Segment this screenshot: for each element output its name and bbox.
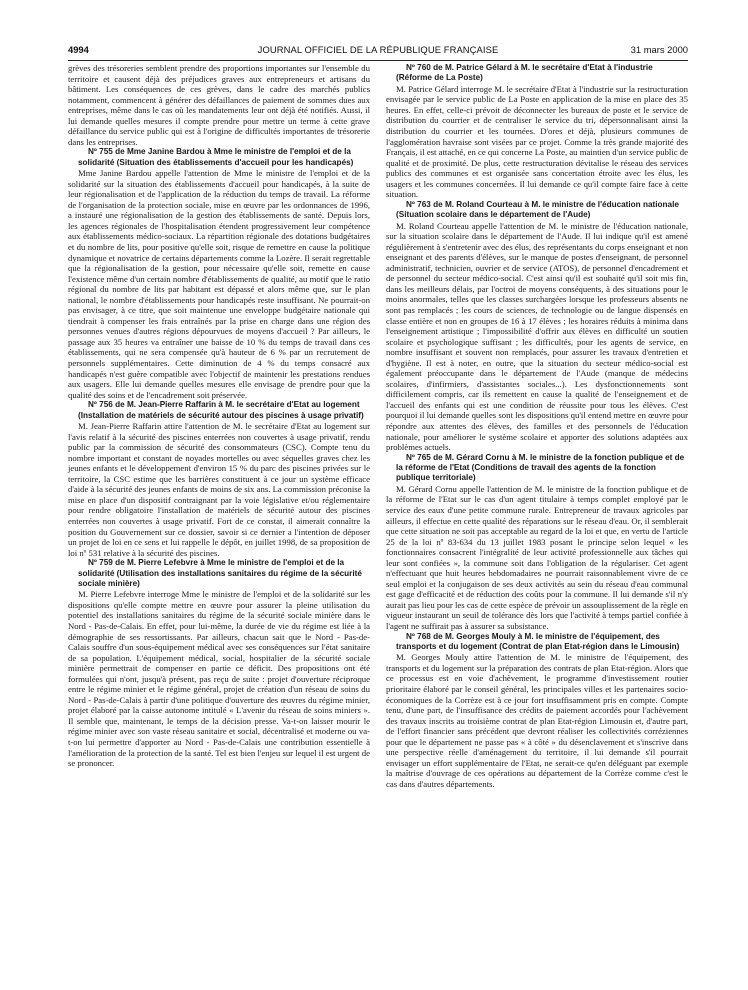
question-body: M. Gérard Cornu appelle l'attention de M. le ministre de la fonction publique et de la réforme de l'Etat sur le cas d'un agent titulaire à temps complet employé par le service des eaux d'une petite commune rurale. Entrepreneur de travaux agricoles par ailleurs, il effectue en cette qualité des réparations sur le réseau d'eau. Or, il semblerait que cette situation ne soit pas acceptable au regard de la loi et que, en vertu de l'article 25 de la loi nº 83-634 du 13 juillet 1983 posant le principe selon lequel « les fonctionnaires consacrent l'intégralité de leur activité professionnelle aux tâches qui leur sont confiées », la commune soit dans l'obligation de la régulariser. Cet agent n'effectuant que huit heures hebdomadaires ne pourrait raisonnablement vivre de ce seul emploi et la conjugaison de ses deux activités au sein du réseau d'eau communal est gage d'efficacité et de réduction des coûts pour la commune. Il lui demande s'il n'y aurait pas lieu pour les cas de cette espèce de prévoir un assouplissement de la règle en vigueur instaurant un seuil de tolérance dès lors que l'activité à temps partiel confiée à l'agent ne suffirait pas à assurer sa subsistance. xyxy=(386,483,689,631)
question-body: Mme Janine Bardou appelle l'attention de Mme le ministre de l'emploi et de la solidarité sur la situation des établissements d'accueil pour handicapés, à la suite de leur régionalisation et de l'application de la réduction du temps de travail. La réforme de l'organisation de la protection sociale, mise en œuvre par les ordonnances de 1996, a instauré une régionalisation de la gestion des établissements de santé. Depuis lors, les agences régionales de l'hospitalisation étendent progressivement leur compétence aux établissements médico-sociaux. La répartition régionale des dotations budgétaires et du nombre de lits, pour positive qu'elle soit, risque de remettre en cause la politique dynamique et novatrice de certains départements comme la Lozère. Il serait regrettable que la régionalisation de la gestion, pour nécessaire qu'elle soit, remette en cause l'existence même d'un certain nombre d'établissements de qualité, au motif que le ratio régional du nombre de lits par habitant est dépassé et alors même que, sur le plan national, le nombre d'établissements pour handicapés reste insuffisant. Ne pourrait-on pas envisager, à ce titre, que soit maintenue une enveloppe budgétaire nationale qui tiendrait à compenser les frais entraînés par la prise en charge dans une région des personnes venues d'autres régions dépourvues de moyens d'accueil ? Par ailleurs, le passage aux 35 heures va entraîner une baisse de 10 % du temps de travail dans ces établissements, qui ne sera compensée qu'à hauteur de 6 % par un recrutement de personnels supplémentaires. Cette diminution de 4 % du temps consacré aux handicapés n'est guère compatible avec l'objectif de maintenir les prestations rendues aux usagers. Elle lui demande quelles mesures elle envisage de prendre pour que la qualité des soins et de l'encadrement soit préservée. xyxy=(68,168,370,400)
two-column-body xyxy=(68,63,688,789)
question-body: M. Roland Courteau appelle l'attention de M. le ministre de l'éducation nationale, sur la situation scolaire dans le département de l'Aude. Il lui indique qu'il est amené régulièrement à s'entretenir avec des élus, des représentants du corps enseignant et non enseignant et des parents d'élèves, sur le manque de postes d'enseignant, de personnel administratif, technicien, ouvrier et de service (ATOS), de personnel d'encadrement et de personnel du secteur médico-social. C'est ainsi qu'il est souhaité qu'il soit mis fin, dans les meilleurs délais, par l'octroi de moyens conséquents, à des situations pour le moins anormales, telles que les classes surchargées lorsque les professeurs absents ne sont pas remplacés ; les cours de sciences, de technologie ou de langue dispensés en classe entière et non en groupes de 16 à 17 élèves ; les horaires réduits à minima dans l'enseignement artistique ; l'impossibilité d'offrir aux élèves en difficulté un soutien scolaire et psychologique suffisant ; les difficultés, pour les agents de service, en nombre insuffisant et souvent non remplacés, pour assurer les travaux d'entretien et d'hygiène. Il est à noter, en outre, que la situation du secteur médico-social est également préoccupante dans le département de l'Aude (manque de médecins scolaires, d'infirmiers, d'assistantes sociales...). Les dysfonctionnements sont difficilement compris, car ils remettent en cause la qualité de l'enseignement et de l'accueil des enfants qui est une condition de réussite pour tous les élèves. C'est pourquoi il lui demande quelles sont les dispositions qu'il entend mettre en œuvre pour répondre aux attentes des élèves, des familles et des personnels de l'éducation nationale, pour améliorer le système scolaire et apporter des solutions adaptées aux problèmes actuels. xyxy=(386,220,688,453)
journal-title: JOURNAL OFFICIEL DE LA RÉPUBLIQUE FRANÇAISE xyxy=(257,44,499,55)
question-body: M. Patrice Gélard interroge M. le secrétaire d'Etat à l'industrie sur la restructuration envisagée par le service public de La Poste en application de la mise en place des 35 heures. En effet, celle-ci prévoit de déconnecter les bureaux de poste et le service de distribution du courrier et de centraliser le service du tri, dépersonnalisant ainsi la distribution du courrier et les tournées. D'ores et déjà, plusieurs communes de l'agglomération havraise sont visées par ce projet. Comme la très grande majorité des Français, il est attaché, en ce qui concerne La Poste, au maintien d'un service public de qualité et de proximité. De plus, cette restructuration dévitalise le réseau des services publics des communes et est organisée sans concertation étroite avec les élus, les usagers et les communes concernées. Il lui demande ce qu'il compte faire face à cette situation. xyxy=(386,83,688,200)
question-heading: Nº 763 de M. Roland Courteau à M. le ministre de l'éducation nationale (Situation scolaire dans le département de l'Aude) xyxy=(396,199,679,220)
question-heading: Nº 756 de M. Jean-Pierre Raffarin à M. le secrétaire d'Etat au logement (Installation de matériels de sécurité autour des piscines à usage privatif) xyxy=(78,400,364,420)
page-number: 4994 xyxy=(68,44,89,55)
question-body: M. Pierre Lefebvre interroge Mme le ministre de l'emploi et de la solidarité sur les dispositions qu'elle compte mettre en œuvre pour assurer la pleine utilisation du potentiel des installations sanitaires du régime de la sécurité sociale minière dans le Nord - Pas-de-Calais. En effet, pour lui-même, la durée de vie du régime est liée à la démographie de ses ressortissants. Par ailleurs, chacun sait que le Nord - Pas-de-Calais souffre d'un sous-équipement médical avec ses conséquences sur l'état sanitaire de sa population. L'équipement médical, social, hospitalier de la sécurité sociale minière permettrait de compenser en partie ce déficit. Des propositions ont été formulées qui n'ont, jusqu'à présent, pas reçu de suite : projet d'ouverture réciproque entre le régime minier et le régime général, projet de création d'un réseau de soins du Nord - Pas-de-Calais à partir d'une politique d'ouverture des œuvres du régime minier, projet élaboré par la caisse autonome intitulé « L'avenir du réseau de soins miniers ». Il semble que, maintenant, le temps de la décision presse. Va-t-on laisser mourir le régime minier avec son vaste réseau sanitaire et social, décentralisé et moderne ou va-t-on lui permettre d'apporter au Nord - Pas-de-Calais une contribution essentielle à l'amélioration de la protection de la santé. Tel est bien l'enjeu sur lequel il est urgent de se prononcer. xyxy=(68,589,370,769)
right-column xyxy=(386,63,688,789)
question-body: grèves des trésoreries semblent prendre des proportions importantes sur l'ensemble du territoire et causent déjà des préjudices graves aux entrepreneurs et artisans du bâtiment. Les conséquences de ces grèves, dans le cadre des marchés publics notamment, commencent à générer des défaillances de paiement de sommes dues aux entreprises, même dans le cas où les mandatements leur ont déjà été notifiés. Aussi, il lui demande quelles mesures il compte prendre pour mettre un terme à cette grave défaillance du service public qui est à l'origine de difficultés importantes de trésorerie dans les entreprises. xyxy=(68,63,370,147)
issue-date: 31 mars 2000 xyxy=(630,44,688,55)
question-heading: Nº 768 de M. Georges Mouly à M. le ministre de l'équipement, des transports et du logement (Contrat de plan Etat-région dans le Limousin) xyxy=(396,631,680,651)
question-body: M. Jean-Pierre Raffarin attire l'attention de M. le secrétaire d'Etat au logement sur l'avis relatif à la sécurité des piscines enterrées non couvertes à usage privatif, rendu public par la commission de sécurité des consommateurs (CSC). Compte tenu du nombre important et constant de noyades mortelles ou avec séquelles graves chez les jeunes enfants et le développement d'environ 15 % du parc des piscines privées sur le territoire, la CSC estime que les barrières constituent à ce jour un système efficace d'aide à la sécurité des jeunes enfants de moins de six ans. La commission préconise la mise en place d'un dispositif contraignant par la voie législative et/ou réglementaire pour rendre obligatoire l'installation de matériels de sécurité autour des piscines enterrées non couvertes à usage privatif. Fort de ce constat, il aimerait connaître la position du Gouvernement sur ce dossier, savoir si ce dernier a l'intention de déposer un projet de loi en ce sens et lui rappelle le dépôt, en juillet 1998, de sa proposition de loi nº 531 relative à la sécurité des piscines. xyxy=(68,421,370,558)
header-rule xyxy=(68,60,688,61)
question-heading: Nº 755 de Mme Janine Bardou à Mme le ministre de l'emploi et de la solidarité (Situation des établissements d'accueil pour les handicapés) xyxy=(78,147,354,167)
question-body: M. Georges Mouly attire l'attention de M. le ministre de l'équipement, des transports et du logement sur la préparation des contrats de plan Etat-région. Alors que ce processus est en voie d'achèvement, le programme d'investissement routier prioritaire élaboré par le conseil général, les principales villes et les partenaires socio-économiques de la Corrèze est à ce jour fort insuffisamment pris en compte. Compte tenu, d'une part, de l'insuffisance des crédits de paiement accordés pour l'achèvement des travaux inscrits au troisième contrat de plan Etat-région Limousin et, d'autre part, de l'effort financier sans précédent que devront réaliser les collectivités corréziennes pour que le département ne passe pas « à côté » du désenclavement et s'inscrive dans une perspective réelle d'aménagement du territoire, il lui demande s'il pourrait envisager un effort supplémentaire de l'Etat, ne serait-ce qu'en déléguant par exemple la maîtrise d'ouvrage de ces opérations au département de la Corrèze comme c'est le cas dans d'autres départements. xyxy=(386,652,688,789)
question-heading: Nº 760 de M. Patrice Gélard à M. le secrétaire d'Etat à l'industrie (Réforme de La Poste) xyxy=(396,63,653,83)
question-heading: Nº 759 de M. Pierre Lefebvre à Mme le ministre de l'emploi et de la solidarité (Utilisation des installations sanitaires du régime de la sécurité sociale minière) xyxy=(78,558,362,588)
page-header xyxy=(68,42,688,58)
left-column xyxy=(68,63,370,789)
question-heading: Nº 765 de M. Gérard Cornu à M. le ministre de la fonction publique et de la réforme de l'Etat (Conditions de travail des agents de la fonction publique territoriale) xyxy=(396,452,685,483)
